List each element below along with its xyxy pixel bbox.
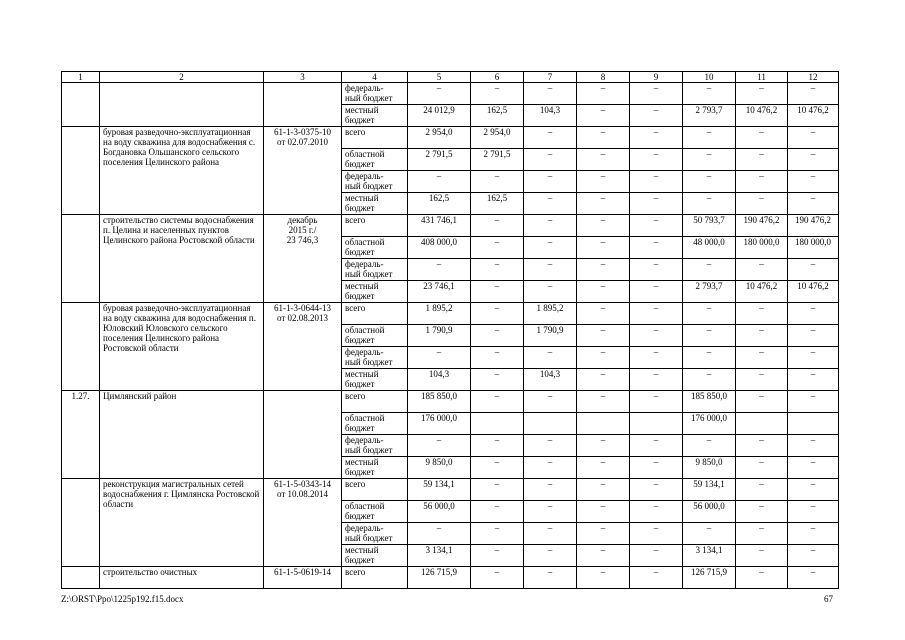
table-row bbox=[62, 83, 839, 105]
amount-cell: – bbox=[524, 127, 577, 149]
item-number bbox=[62, 567, 100, 589]
amount-cell: – bbox=[471, 479, 524, 501]
document-ref bbox=[264, 391, 342, 479]
amount-cell: – bbox=[788, 435, 839, 457]
amount-cell: – bbox=[630, 347, 683, 369]
amount-cell: – bbox=[577, 567, 630, 589]
amount-cell: 9 850,0 bbox=[408, 457, 471, 479]
table-row bbox=[62, 215, 839, 237]
amount-cell: 23 746,1 bbox=[408, 281, 471, 303]
amount-cell: – bbox=[788, 83, 839, 105]
amount-cell: – bbox=[471, 369, 524, 391]
document-ref: 61-1-5-0343-14 от 10.08.2014 bbox=[264, 479, 342, 567]
funding-source: местный бюджет bbox=[342, 457, 408, 479]
amount-cell: 1 790,9 bbox=[408, 325, 471, 347]
header-row bbox=[62, 72, 839, 83]
amount-cell: – bbox=[524, 545, 577, 567]
amount-cell: 180 000,0 bbox=[736, 237, 788, 259]
amount-cell: 104,3 bbox=[524, 369, 577, 391]
amount-cell: – bbox=[577, 457, 630, 479]
amount-cell: – bbox=[788, 567, 839, 589]
funding-source: федераль- ный бюджет bbox=[342, 83, 408, 105]
funding-source: областной бюджет bbox=[342, 325, 408, 347]
amount-cell: – bbox=[788, 171, 839, 193]
amount-cell: – bbox=[577, 259, 630, 281]
amount-cell: – bbox=[630, 193, 683, 215]
amount-cell: – bbox=[577, 347, 630, 369]
amount-cell: – bbox=[788, 501, 839, 523]
amount-cell: – bbox=[788, 545, 839, 567]
amount-cell: – bbox=[683, 149, 736, 171]
funding-source: всего bbox=[342, 567, 408, 589]
amount-cell: – bbox=[408, 435, 471, 457]
amount-cell: – bbox=[630, 171, 683, 193]
funding-source: всего bbox=[342, 215, 408, 237]
amount-cell: 162,5 bbox=[471, 193, 524, 215]
amount-cell: – bbox=[788, 369, 839, 391]
amount-cell: – bbox=[788, 347, 839, 369]
column-number: 6 bbox=[471, 72, 524, 83]
amount-cell: – bbox=[736, 369, 788, 391]
amount-cell: – bbox=[736, 545, 788, 567]
amount-cell: – bbox=[471, 523, 524, 545]
amount-cell: – bbox=[683, 369, 736, 391]
amount-cell: – bbox=[577, 83, 630, 105]
column-number: 9 bbox=[630, 72, 683, 83]
amount-cell bbox=[788, 413, 839, 435]
document-ref: 61-1-3-0644-13 от 02.08.2013 bbox=[264, 303, 342, 391]
amount-cell: – bbox=[524, 567, 577, 589]
amount-cell: – bbox=[524, 193, 577, 215]
amount-cell: 1 895,2 bbox=[408, 303, 471, 325]
amount-cell: – bbox=[630, 325, 683, 347]
amount-cell: 1 790,9 bbox=[524, 325, 577, 347]
column-number: 8 bbox=[577, 72, 630, 83]
table-row bbox=[62, 567, 839, 589]
funding-source: всего bbox=[342, 303, 408, 325]
amount-cell: 2 954,0 bbox=[408, 127, 471, 149]
amount-cell: – bbox=[630, 523, 683, 545]
amount-cell: – bbox=[736, 149, 788, 171]
amount-cell: – bbox=[471, 435, 524, 457]
funding-source: местный бюджет bbox=[342, 193, 408, 215]
funding-source: местный бюджет bbox=[342, 281, 408, 303]
item-number bbox=[62, 303, 100, 391]
amount-cell: – bbox=[471, 567, 524, 589]
amount-cell: – bbox=[471, 237, 524, 259]
amount-cell: – bbox=[577, 303, 630, 325]
amount-cell: – bbox=[524, 391, 577, 413]
amount-cell: – bbox=[577, 369, 630, 391]
amount-cell: – bbox=[630, 391, 683, 413]
amount-cell: 2 791,5 bbox=[408, 149, 471, 171]
amount-cell: – bbox=[788, 523, 839, 545]
amount-cell: – bbox=[736, 325, 788, 347]
amount-cell: 50 793,7 bbox=[683, 215, 736, 237]
program-table bbox=[61, 71, 839, 589]
table-row bbox=[62, 479, 839, 501]
amount-cell: – bbox=[577, 149, 630, 171]
amount-cell: – bbox=[683, 171, 736, 193]
amount-cell: – bbox=[524, 457, 577, 479]
amount-cell: – bbox=[736, 303, 788, 325]
amount-cell: 10 476,2 bbox=[736, 281, 788, 303]
amount-cell: – bbox=[736, 479, 788, 501]
amount-cell: – bbox=[577, 523, 630, 545]
amount-cell: – bbox=[683, 127, 736, 149]
funding-source: областной бюджет bbox=[342, 237, 408, 259]
amount-cell: – bbox=[524, 479, 577, 501]
amount-cell: – bbox=[630, 303, 683, 325]
object-name: строительство системы водоснабжения п. Целина и населенных пунктов Целинского района Ростовской области bbox=[100, 215, 264, 303]
amount-cell: – bbox=[577, 215, 630, 237]
amount-cell: – bbox=[524, 171, 577, 193]
amount-cell: – bbox=[577, 479, 630, 501]
amount-cell: – bbox=[683, 83, 736, 105]
amount-cell: – bbox=[736, 567, 788, 589]
amount-cell: 3 134,1 bbox=[683, 545, 736, 567]
amount-cell: – bbox=[471, 347, 524, 369]
document-ref: 61-1-3-0375-10 от 02.07.2010 bbox=[264, 127, 342, 215]
amount-cell: – bbox=[736, 523, 788, 545]
amount-cell: – bbox=[408, 171, 471, 193]
amount-cell: 176 000,0 bbox=[408, 413, 471, 435]
amount-cell: – bbox=[471, 281, 524, 303]
amount-cell bbox=[524, 413, 577, 435]
amount-cell: 1 895,2 bbox=[524, 303, 577, 325]
amount-cell: – bbox=[471, 391, 524, 413]
amount-cell bbox=[630, 413, 683, 435]
amount-cell: – bbox=[630, 479, 683, 501]
amount-cell: – bbox=[577, 325, 630, 347]
amount-cell: – bbox=[736, 193, 788, 215]
amount-cell: – bbox=[577, 193, 630, 215]
column-number: 1 bbox=[62, 72, 100, 83]
amount-cell: – bbox=[630, 237, 683, 259]
amount-cell: – bbox=[577, 237, 630, 259]
amount-cell: – bbox=[736, 347, 788, 369]
amount-cell: – bbox=[524, 501, 577, 523]
table-row bbox=[62, 127, 839, 149]
amount-cell: – bbox=[736, 435, 788, 457]
column-number: 5 bbox=[408, 72, 471, 83]
amount-cell: – bbox=[683, 303, 736, 325]
amount-cell: – bbox=[471, 457, 524, 479]
amount-cell: – bbox=[471, 545, 524, 567]
amount-cell: 56 000,0 bbox=[683, 501, 736, 523]
amount-cell: – bbox=[630, 369, 683, 391]
amount-cell: 431 746,1 bbox=[408, 215, 471, 237]
amount-cell: 2 793,7 bbox=[683, 281, 736, 303]
amount-cell: – bbox=[736, 391, 788, 413]
column-number: 3 bbox=[264, 72, 342, 83]
amount-cell: 190 476,2 bbox=[736, 215, 788, 237]
amount-cell: – bbox=[630, 105, 683, 127]
amount-cell: – bbox=[577, 105, 630, 127]
funding-source: федераль- ный бюджет bbox=[342, 259, 408, 281]
amount-cell: – bbox=[408, 259, 471, 281]
amount-cell: – bbox=[408, 83, 471, 105]
amount-cell: – bbox=[788, 193, 839, 215]
amount-cell: – bbox=[524, 215, 577, 237]
amount-cell: 2 793,7 bbox=[683, 105, 736, 127]
amount-cell: – bbox=[630, 215, 683, 237]
item-number bbox=[62, 215, 100, 303]
amount-cell: 104,3 bbox=[524, 105, 577, 127]
funding-source: федераль- ный бюджет bbox=[342, 435, 408, 457]
document-ref: декабрь 2015 г./ 23 746,3 bbox=[264, 215, 342, 303]
amount-cell: – bbox=[630, 83, 683, 105]
amount-cell: – bbox=[630, 127, 683, 149]
object-name: буровая разведочно-эксплуатационная на воду скважина для водоснабжения с. Богдановка Ольшанского сельского поселения Целинского района bbox=[100, 127, 264, 215]
amount-cell: – bbox=[736, 83, 788, 105]
amount-cell: – bbox=[577, 171, 630, 193]
item-number bbox=[62, 479, 100, 567]
funding-source: федераль- ный бюджет bbox=[342, 347, 408, 369]
funding-source: федераль- ный бюджет bbox=[342, 523, 408, 545]
amount-cell: – bbox=[577, 501, 630, 523]
amount-cell: – bbox=[408, 347, 471, 369]
funding-source: областной бюджет bbox=[342, 149, 408, 171]
amount-cell: – bbox=[577, 435, 630, 457]
amount-cell: – bbox=[524, 149, 577, 171]
funding-source: всего bbox=[342, 479, 408, 501]
column-number: 4 bbox=[342, 72, 408, 83]
amount-cell: – bbox=[524, 83, 577, 105]
amount-cell: – bbox=[471, 83, 524, 105]
amount-cell: 185 850,0 bbox=[408, 391, 471, 413]
amount-cell: 162,5 bbox=[408, 193, 471, 215]
amount-cell: – bbox=[788, 127, 839, 149]
amount-cell: – bbox=[788, 325, 839, 347]
amount-cell: – bbox=[471, 501, 524, 523]
amount-cell: 190 476,2 bbox=[788, 215, 839, 237]
footer-file-path: Z:\ORST\Ppo\1225p192.f15.docx bbox=[61, 594, 184, 604]
table-row bbox=[62, 391, 839, 413]
amount-cell: 176 000,0 bbox=[683, 413, 736, 435]
amount-cell: – bbox=[471, 215, 524, 237]
funding-source: областной бюджет bbox=[342, 413, 408, 435]
amount-cell: – bbox=[408, 523, 471, 545]
funding-source: всего bbox=[342, 127, 408, 149]
column-number: 7 bbox=[524, 72, 577, 83]
amount-cell: – bbox=[524, 281, 577, 303]
amount-cell: 10 476,2 bbox=[788, 105, 839, 127]
amount-cell: – bbox=[524, 435, 577, 457]
amount-cell: – bbox=[577, 391, 630, 413]
funding-source: всего bbox=[342, 391, 408, 413]
amount-cell: – bbox=[524, 523, 577, 545]
amount-cell: – bbox=[683, 259, 736, 281]
amount-cell: – bbox=[630, 567, 683, 589]
amount-cell: – bbox=[630, 435, 683, 457]
amount-cell: – bbox=[471, 171, 524, 193]
amount-cell: – bbox=[683, 435, 736, 457]
amount-cell: – bbox=[683, 347, 736, 369]
amount-cell: – bbox=[471, 325, 524, 347]
amount-cell bbox=[736, 413, 788, 435]
object-name: строительство очистных bbox=[100, 567, 264, 589]
column-number: 10 bbox=[683, 72, 736, 83]
amount-cell: 185 850,0 bbox=[683, 391, 736, 413]
amount-cell: 59 134,1 bbox=[408, 479, 471, 501]
amount-cell: – bbox=[630, 149, 683, 171]
amount-cell: – bbox=[736, 171, 788, 193]
amount-cell bbox=[577, 413, 630, 435]
table-row bbox=[62, 303, 839, 325]
amount-cell: – bbox=[471, 303, 524, 325]
amount-cell: – bbox=[736, 501, 788, 523]
amount-cell: – bbox=[736, 259, 788, 281]
column-number: 2 bbox=[100, 72, 264, 83]
funding-source: местный бюджет bbox=[342, 545, 408, 567]
amount-cell: – bbox=[630, 259, 683, 281]
amount-cell: – bbox=[788, 303, 839, 325]
amount-cell: – bbox=[577, 281, 630, 303]
object-name: реконструкция магистральных сетей водоснабжения г. Цимлянска Ростовской области bbox=[100, 479, 264, 567]
amount-cell: – bbox=[683, 193, 736, 215]
amount-cell: 2 954,0 bbox=[471, 127, 524, 149]
amount-cell: – bbox=[630, 457, 683, 479]
amount-cell: – bbox=[788, 479, 839, 501]
funding-source: местный бюджет bbox=[342, 369, 408, 391]
amount-cell: 48 000,0 bbox=[683, 237, 736, 259]
amount-cell: – bbox=[788, 391, 839, 413]
amount-cell: 180 000,0 bbox=[788, 237, 839, 259]
funding-source: местный бюджет bbox=[342, 105, 408, 127]
amount-cell: – bbox=[788, 259, 839, 281]
object-name: Цимлянский район bbox=[100, 391, 264, 479]
funding-source: областной бюджет bbox=[342, 501, 408, 523]
item-number: 1.27. bbox=[62, 391, 100, 479]
amount-cell: 10 476,2 bbox=[736, 105, 788, 127]
amount-cell: 9 850,0 bbox=[683, 457, 736, 479]
column-number: 12 bbox=[788, 72, 839, 83]
column-number: 11 bbox=[736, 72, 788, 83]
amount-cell: – bbox=[736, 457, 788, 479]
object-name bbox=[100, 83, 264, 127]
amount-cell: 104,3 bbox=[408, 369, 471, 391]
amount-cell: – bbox=[577, 127, 630, 149]
object-name: буровая разведочно-эксплуатационная на воду скважина для водоснабжения п. Юловский Юловского сельского поселения Целинского района Ростовской области bbox=[100, 303, 264, 391]
amount-cell: – bbox=[524, 347, 577, 369]
document-ref bbox=[264, 83, 342, 127]
document-ref: 61-1-5-0619-14 bbox=[264, 567, 342, 589]
amount-cell: – bbox=[577, 545, 630, 567]
amount-cell: – bbox=[630, 501, 683, 523]
amount-cell: – bbox=[630, 545, 683, 567]
amount-cell: – bbox=[683, 325, 736, 347]
amount-cell: – bbox=[471, 259, 524, 281]
amount-cell: – bbox=[524, 259, 577, 281]
footer-page-number: 67 bbox=[824, 594, 833, 604]
amount-cell: – bbox=[788, 149, 839, 171]
amount-cell: 59 134,1 bbox=[683, 479, 736, 501]
amount-cell: 10 476,2 bbox=[788, 281, 839, 303]
item-number bbox=[62, 83, 100, 127]
amount-cell: – bbox=[788, 457, 839, 479]
amount-cell: 24 012,9 bbox=[408, 105, 471, 127]
amount-cell bbox=[471, 413, 524, 435]
amount-cell: 56 000,0 bbox=[408, 501, 471, 523]
amount-cell: 126 715,9 bbox=[408, 567, 471, 589]
amount-cell: – bbox=[736, 127, 788, 149]
item-number bbox=[62, 127, 100, 215]
amount-cell: – bbox=[630, 281, 683, 303]
amount-cell: 126 715,9 bbox=[683, 567, 736, 589]
amount-cell: 408 000,0 bbox=[408, 237, 471, 259]
amount-cell: – bbox=[683, 523, 736, 545]
amount-cell: 162,5 bbox=[471, 105, 524, 127]
amount-cell: 2 791,5 bbox=[471, 149, 524, 171]
amount-cell: 3 134,1 bbox=[408, 545, 471, 567]
funding-source: федераль- ный бюджет bbox=[342, 171, 408, 193]
amount-cell: – bbox=[524, 237, 577, 259]
